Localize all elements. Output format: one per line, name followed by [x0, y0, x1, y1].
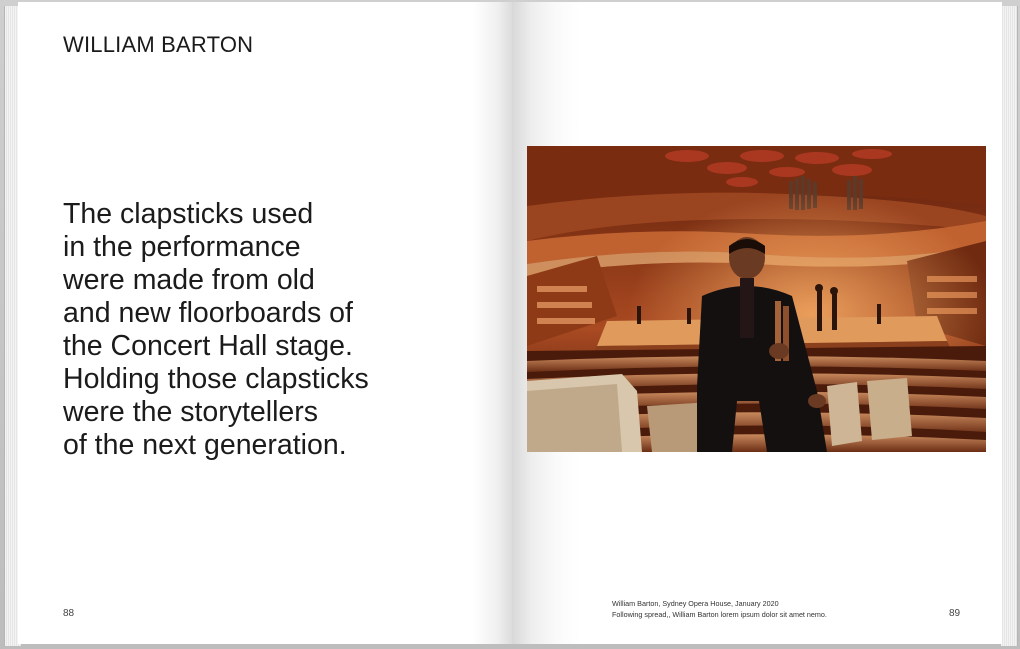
pull-quote-line: and new floorboards of: [63, 297, 353, 329]
pull-quote: [63, 198, 423, 462]
right-page: [512, 2, 1002, 644]
pull-quote-line: the Concert Hall stage.: [63, 330, 353, 362]
concert-hall-photo: [527, 146, 986, 452]
caption-line: Following spread,, William Barton lorem ipsum dolor sit amet nemo.: [612, 609, 827, 619]
running-head: WILLIAM BARTON: [63, 32, 254, 57]
photo-caption: [612, 599, 912, 620]
page-edges-right: [1001, 6, 1018, 646]
left-page: [18, 2, 512, 644]
caption-line: William Barton, Sydney Opera House, January 2020: [612, 599, 779, 608]
page-number-left: 88: [63, 608, 75, 619]
pull-quote-line: of the next generation.: [63, 429, 347, 461]
page-number-right: 89: [949, 608, 961, 619]
pull-quote-line: were the storytellers: [63, 396, 319, 428]
pull-quote-line: Holding those clapsticks: [63, 363, 369, 395]
pull-quote-line: were made from old: [63, 264, 315, 296]
pull-quote-line: The clapsticks used: [63, 198, 314, 230]
pull-quote-line: in the performance: [63, 231, 301, 263]
